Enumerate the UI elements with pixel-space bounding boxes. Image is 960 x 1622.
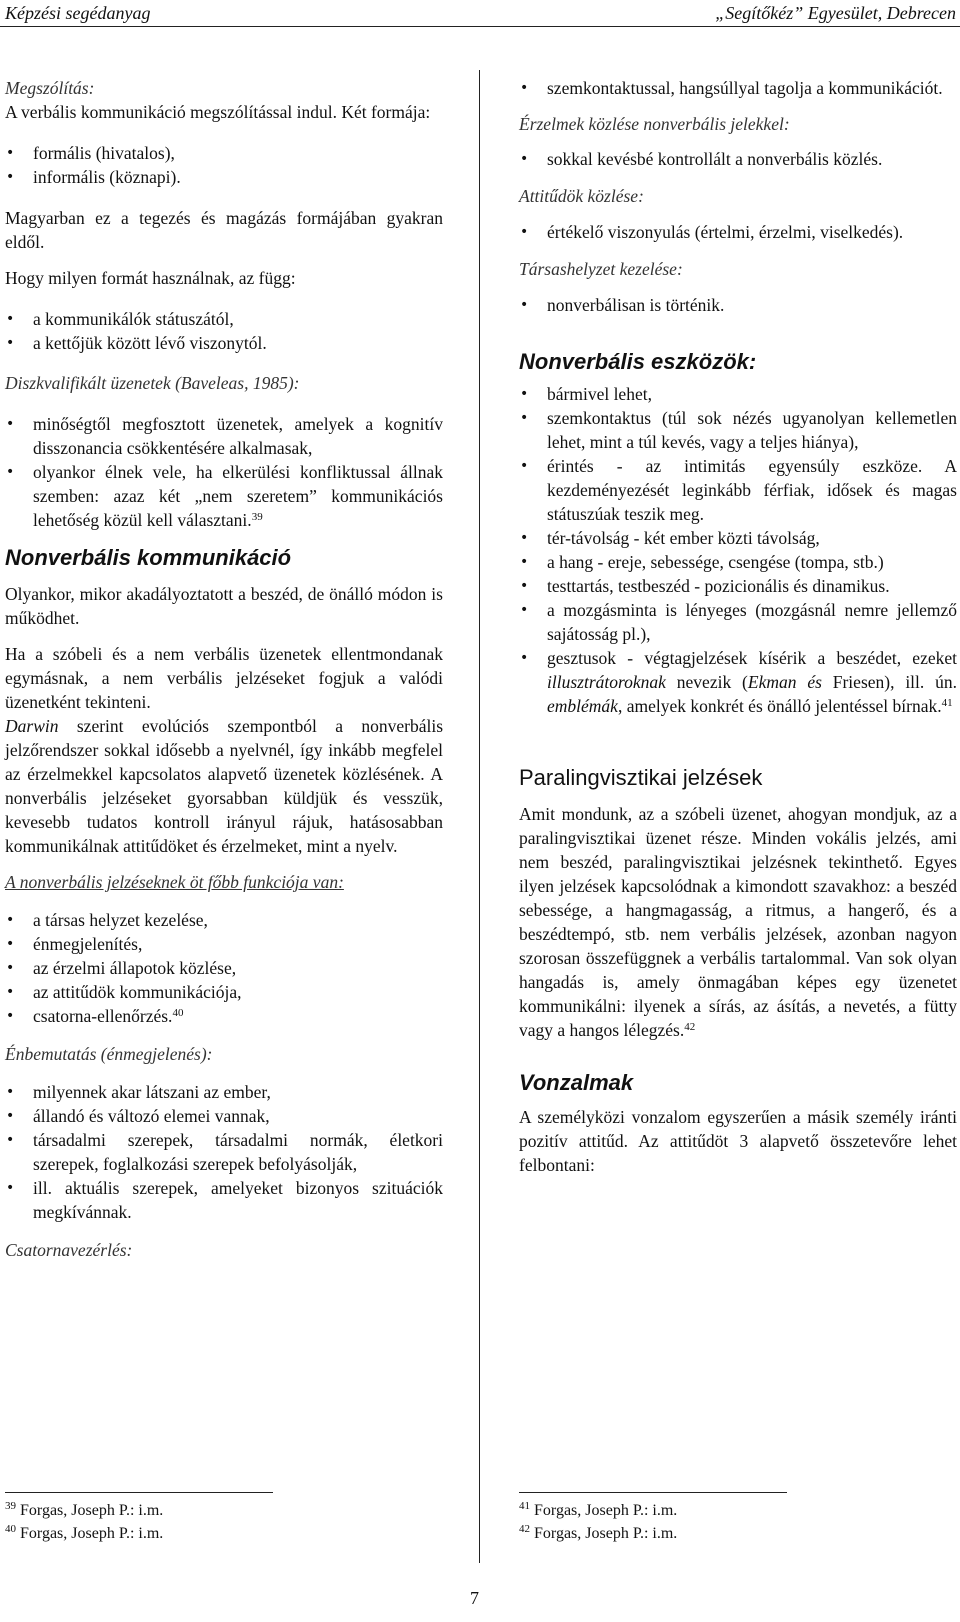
footnote-ref[interactable]: 41: [941, 697, 953, 709]
list-item: • érintés - az intimitás egyensúly eszköze. A kezdeményezését leginkább férfiak, idősek és magas státuszúak teszik meg.: [519, 454, 957, 526]
attitudok-title: Attitűdök közlése:: [519, 186, 644, 206]
paralingvisztikai-text: Amit mondunk, az a szóbeli üzenet, ahogyan mondjuk, az a paralingvisztikai üzenet része. Minden vokális jelzés, ami nem beszéd, paralingvisztikai jelzésnek tekinthető. Egyes ilyen jelzések kapcsolódnak a kimondott szavakhoz: a beszéd sebessége, a hangmagasság, a ritmus, a hangerő, és a beszédtempó, stb. nem verbális jelzések, azonban nagyon szorosan összefüggnek a verbális tartalommal. Van sok olyan hangadás is, amely önmagában képes egy üzenetet kommunikálni: ilyenek a sírás, az ásítás, a nevetés, a fütty vagy a hangos lélegzés.$^{42}$: [519, 804, 957, 1040]
list-item: • ill. aktuális szerepek, amelyeket bizonyos szituációk megkívánnak.: [5, 1176, 443, 1224]
footnote-rule: [519, 1492, 787, 1493]
list-item: • a kommunikálók státuszától,: [5, 307, 443, 331]
list-item: • milyennek akar látszani az ember,: [5, 1080, 443, 1104]
footnote-39: $^{39}$ Forgas, Joseph P.: i.m.: [5, 1500, 164, 1519]
tarsashelyzet-list: [519, 293, 957, 317]
list-item: • gesztusok - végtagjelzések kísérik a beszédet, ezeket illusztrátoroknak nevezik (Ekman és Friesen), ill. ún. emblémák, amelyek konkrét és önálló jelentéssel bírnak.$^{41}$: [519, 646, 957, 718]
list-item: • szemkontaktus (túl sok nézés ugyanolyan kellemetlen lehet, mint a túl kevés, vagy a teljes hiánya),: [519, 406, 957, 454]
darwin-text: Darwin szerint evolúciós szempontból a nonverbális jelzőrendszer sokkal idősebb a nyelvnél, így inkább megfelel az érzelmekkel kapcsolatos alapvető üzenetek közlésének. A nonverbális jelzéseket gyorsabban küldjük és vesszük, kevesebb tudatos kontroll irányul rájuk, hatásosabban kommunikálnak attitűdöket és érzelmeket, mint a nyelv.: [5, 716, 443, 856]
page-number: 7: [470, 1588, 479, 1608]
page-header: [0, 0, 960, 27]
tegezes-text: Magyarban ez a tegezés és magázás formájában gyakran eldől.: [5, 208, 443, 252]
eszkozok-list: [519, 382, 957, 718]
olyankor-text: Olyankor, mikor akadályoztatott a beszéd, de önálló módon is működhet.: [5, 584, 443, 628]
eszkozok-heading: Nonverbális eszközök:: [519, 349, 757, 374]
list-item: • a mozgásminta is lényeges (mozgásnál nemre jellemző sajátosság pl.),: [519, 598, 957, 646]
list-item: • sokkal kevésbé kontrollált a nonverbális közlés.: [519, 147, 957, 171]
list-item: • testtartás, testbeszéd - pozicionális és dinamikus.: [519, 574, 957, 598]
funkcio-list: [5, 908, 443, 1028]
footnote-ref[interactable]: 42: [684, 1021, 696, 1033]
list-item: • olyankor élnek vele, ha elkerülési konfliktussal állnak szemben: azaz két „nem szeretem” kommunikációs lehetőség közül kell választani.$^{39}$: [5, 460, 443, 532]
list-item: • a társas helyzet kezelése,: [5, 908, 443, 932]
left-column: [5, 76, 443, 1262]
vonzalmak-heading: Vonzalmak: [519, 1070, 634, 1095]
list-item: • nonverbálisan is történik.: [519, 293, 957, 317]
footnote-ref[interactable]: 39: [251, 511, 263, 523]
list-item: • szemkontaktussal, hangsúllyal tagolja a kommunikációt.: [519, 76, 957, 100]
funkcio-title: A nonverbális jelzéseknek öt főbb funkciója van:: [5, 872, 344, 892]
list-item: • énmegjelenítés,: [5, 932, 443, 956]
megszolitas-title: Megszólítás:: [5, 78, 95, 98]
list-item: • formális (hivatalos),: [5, 141, 443, 165]
attitudok-list: [519, 220, 957, 244]
depends-list: [5, 307, 443, 355]
footnote-40: $^{40}$ Forgas, Joseph P.: i.m.: [5, 1523, 164, 1542]
list-item: • a kettőjük között lévő viszonytól.: [5, 331, 443, 355]
right-column: [519, 76, 957, 1177]
list-item: • a hang - ereje, sebessége, csengése (tompa, stb.): [519, 550, 957, 574]
footnote-rule: [5, 1492, 273, 1493]
list-item: • informális (köznapi).: [5, 165, 443, 189]
paralingvisztikai-heading: Paralingvisztikai jelzések: [519, 765, 763, 790]
erzelmek-title: Érzelmek közlése nonverbális jelekkel:: [519, 114, 790, 134]
enbemutatas-title: Énbemutatás (énmegjelenés):: [5, 1044, 213, 1064]
list-item: • társadalmi szerepek, társadalmi normák, életkori szerepek, foglalkozási szerepek befolyásolják,: [5, 1128, 443, 1176]
forma-text: Hogy milyen formát használnak, az függ:: [5, 268, 296, 288]
diszkvalifikalt-list: [5, 412, 443, 532]
list-item: • minőségtől megfosztott üzenetek, amelyek a kognitív disszonancia csökkentésére alkalmasak,: [5, 412, 443, 460]
list-item: • csatorna-ellenőrzés.$^{40}$: [5, 1004, 443, 1028]
footnote-41: $^{41}$ Forgas, Joseph P.: i.m.: [519, 1500, 678, 1519]
diszkvalifikalt-title: Diszkvalifikált üzenetek (Baveleas, 1985):: [5, 373, 300, 393]
list-item: • az érzelmi állapotok közlése,: [5, 956, 443, 980]
footnote-42: $^{42}$ Forgas, Joseph P.: i.m.: [519, 1523, 678, 1542]
list-item: • az attitűdök kommunikációja,: [5, 980, 443, 1004]
header-left: Képzési segédanyag: [5, 3, 151, 23]
tarsashelyzet-title: Társashelyzet kezelése:: [519, 259, 683, 279]
erzelmek-list: [519, 147, 957, 171]
forms-list: [5, 141, 443, 189]
footnote-ref[interactable]: 40: [172, 1007, 184, 1019]
vonzalmak-text: A személyközi vonzalom egyszerűen a másik személy iránti pozitív attitűd. Az attitűdöt 3 alapvető összetevőre lehet felbontani:: [519, 1107, 957, 1175]
list-item: • állandó és változó elemei vannak,: [5, 1104, 443, 1128]
list-item: • tér-távolság - két ember közti távolság,: [519, 526, 957, 550]
enbemutatas-list: [5, 1080, 443, 1224]
megszolitas-text: A verbális kommunikáció megszólítással indul. Két formája:: [5, 102, 431, 122]
ha-a-text: Ha a szóbeli és a nem verbális üzenetek ellentmondanak egymásnak, a nem verbális jelzéseket fogjuk a valódi üzenetként tekinteni.: [5, 644, 443, 712]
cont-list: [519, 76, 957, 100]
nonverbalis-heading: Nonverbális kommunikáció: [5, 545, 292, 570]
csatornavezerles-title: Csatornavezérlés:: [5, 1240, 133, 1260]
list-item: • bármivel lehet,: [519, 382, 957, 406]
column-divider: [479, 70, 480, 1563]
list-item: • értékelő viszonyulás (értelmi, érzelmi, viselkedés).: [519, 220, 957, 244]
header-right: „Segítőkéz” Egyesület, Debrecen: [715, 3, 956, 23]
